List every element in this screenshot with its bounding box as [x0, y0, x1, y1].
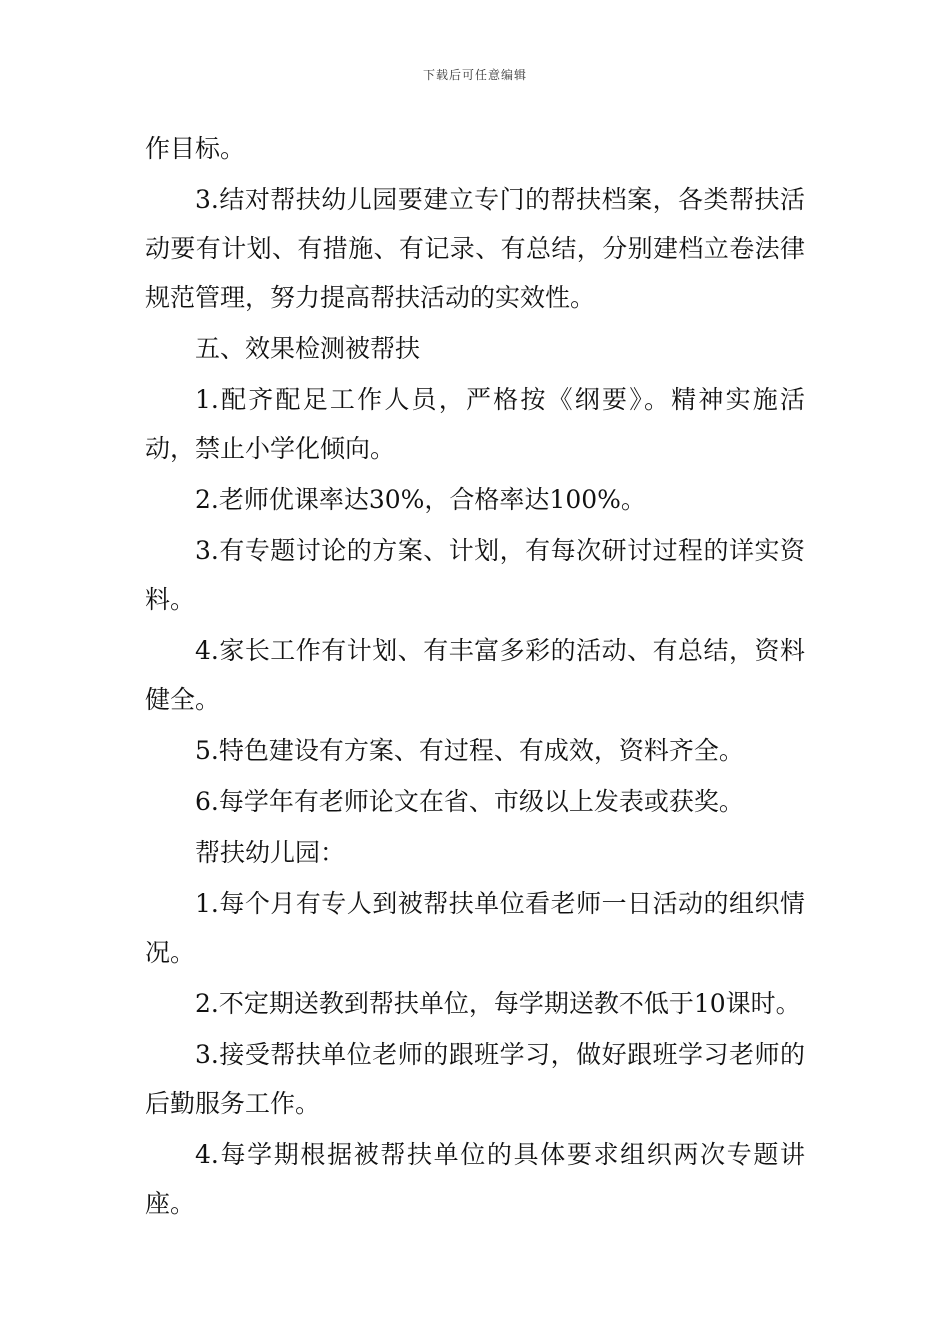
page-header-note: 下载后可任意编辑 — [422, 68, 527, 82]
list-item-parent-work: 4.家长工作有计划、有丰富多彩的活动、有总结，资料健全。 — [145, 636, 805, 714]
list-item-monthly-visit: 1.每个月有专人到被帮扶单位看老师一日活动的组织情况。 — [145, 889, 805, 967]
paragraph-archive-management: 3.结对帮扶幼儿园要建立专门的帮扶档案，各类帮扶活动要有计划、有措施、有记录、有总结，分别建档立卷法律规范管理，努力提高帮扶活动的实效性。 — [145, 185, 805, 312]
list-item-research-materials: 3.有专题讨论的方案、计划，有每次研讨过程的详实资料。 — [145, 536, 805, 614]
list-item-teaching-delivery: 2.不定期送教到帮扶单位，每学期送教不低于10课时。 — [195, 989, 801, 1018]
list-item-feature-building: 5.特色建设有方案、有过程、有成效，资料齐全。 — [195, 736, 744, 765]
section-heading-helping-kindergarten: 帮扶幼儿园： — [195, 838, 346, 867]
list-item-shadow-learning: 3.接受帮扶单位老师的跟班学习，做好跟班学习老师的后勤服务工作。 — [145, 1040, 805, 1118]
list-item-lectures: 4.每学期根据被帮扶单位的具体要求组织两次专题讲座。 — [145, 1140, 805, 1218]
list-item-teacher-rate: 2.老师优课率达30%，合格率达100%。 — [195, 485, 646, 514]
section-heading-effect-detection: 五、效果检测被帮扶 — [195, 334, 421, 363]
paragraph-continuation: 作目标。 — [145, 134, 246, 163]
list-item-teacher-papers: 6.每学年有老师论文在省、市级以上发表或获奖。 — [195, 787, 744, 816]
document-body — [145, 124, 805, 1230]
list-item-staffing: 1.配齐配足工作人员，严格按《纲要》。精神实施活动，禁止小学化倾向。 — [145, 385, 805, 463]
